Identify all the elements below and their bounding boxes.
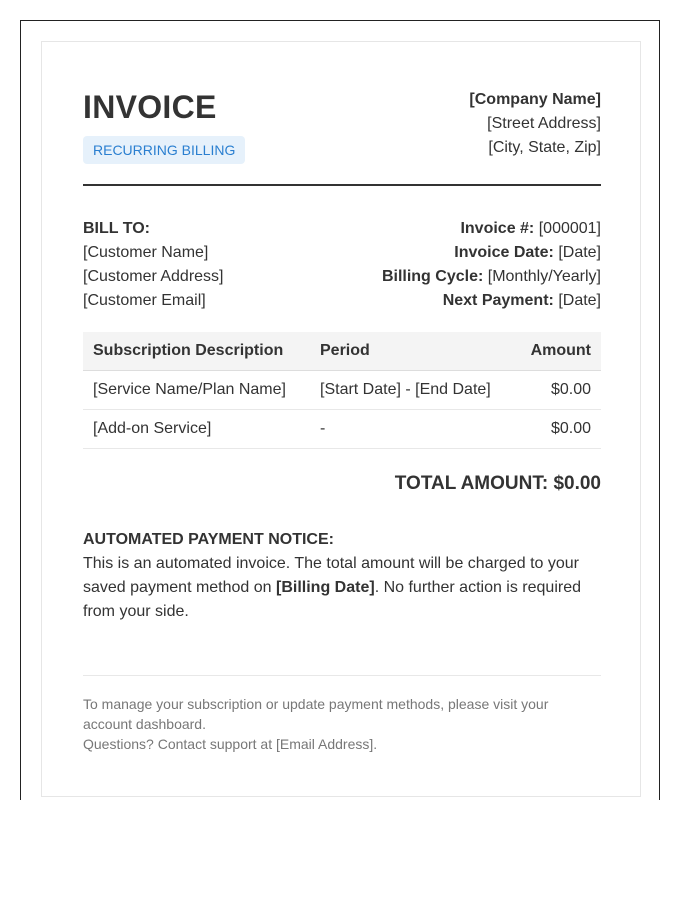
footer-manage-text: To manage your subscription or update payment methods, please visit your account dashboard.	[83, 696, 549, 732]
column-header-amount: Amount	[520, 332, 601, 371]
column-header-description: Subscription Description	[83, 332, 310, 371]
invoice-title: INVOICE	[83, 89, 217, 125]
table-row	[83, 410, 601, 449]
invoice-date-label: Invoice Date:	[454, 244, 554, 261]
invoice-date-row	[382, 241, 601, 265]
company-name: [Company Name]	[469, 91, 601, 108]
invoice-number-row	[382, 217, 601, 241]
footer-support-text: Questions? Contact support at [Email Address].	[83, 736, 378, 752]
billing-cycle-value: [Monthly/Yearly]	[487, 268, 601, 285]
row-amount: $0.00	[520, 410, 601, 449]
notice-text-after: . No further action is required from your side.	[83, 579, 582, 620]
row-period: [Start Date] - [End Date]	[310, 371, 520, 410]
payment-notice	[83, 528, 601, 624]
notice-text	[83, 552, 601, 624]
table-row	[83, 371, 601, 410]
billing-cycle-label: Billing Cycle:	[381, 268, 484, 285]
next-payment-value: [Date]	[558, 292, 601, 309]
column-header-period: Period	[310, 332, 520, 371]
row-description: [Service Name/Plan Name]	[83, 371, 310, 410]
row-period: -	[310, 410, 520, 449]
row-description: [Add-on Service]	[83, 410, 310, 449]
bill-to-label: BILL TO:	[83, 220, 150, 237]
table-header-row	[83, 332, 601, 371]
customer-name: [Customer Name]	[83, 244, 209, 261]
invoice-number-label: Invoice #:	[460, 220, 535, 237]
customer-email: [Customer Email]	[83, 292, 206, 309]
billing-cycle-row	[382, 265, 601, 289]
company-city: [City, State, Zip]	[488, 139, 601, 156]
footer-divider	[83, 675, 601, 676]
notice-billing-date: [Billing Date]	[276, 579, 375, 596]
subscription-table	[83, 332, 601, 449]
bill-to-section	[83, 217, 224, 313]
row-amount: $0.00	[520, 371, 601, 410]
header-divider	[83, 184, 601, 186]
next-payment-row	[382, 289, 601, 313]
invoice-sheet	[41, 41, 641, 797]
invoice-date-value: [Date]	[558, 244, 601, 261]
invoice-meta	[382, 217, 601, 313]
recurring-billing-badge: RECURRING BILLING	[83, 136, 245, 164]
invoice-number-value: [000001]	[538, 220, 601, 237]
notice-title: AUTOMATED PAYMENT NOTICE:	[83, 531, 334, 548]
invoice-footer	[83, 694, 601, 754]
customer-address: [Customer Address]	[83, 268, 224, 285]
total-amount: TOTAL AMOUNT: $0.00	[394, 473, 601, 494]
notice-text-before: This is an automated invoice. The total amount will be charged to your saved payment method on	[83, 555, 579, 596]
company-street: [Street Address]	[487, 115, 601, 132]
next-payment-label: Next Payment:	[442, 292, 554, 309]
company-info	[469, 88, 601, 160]
document-viewport	[20, 20, 660, 800]
